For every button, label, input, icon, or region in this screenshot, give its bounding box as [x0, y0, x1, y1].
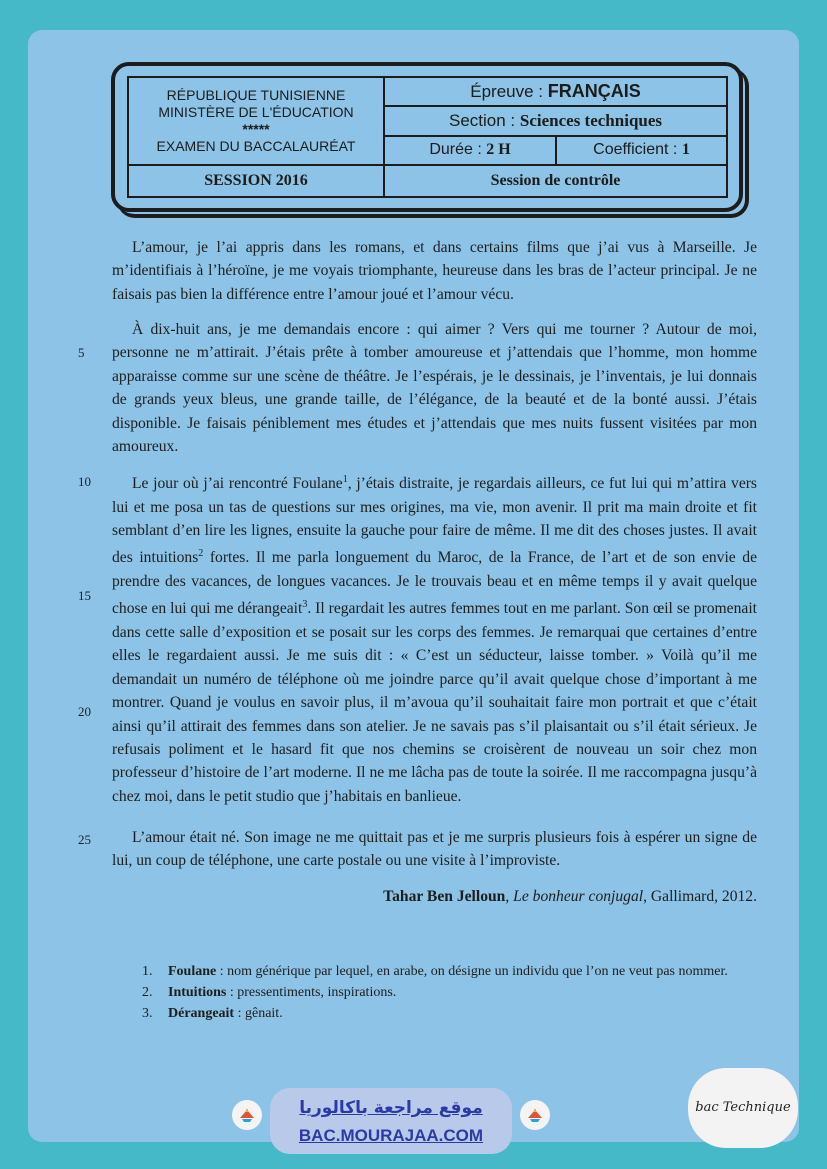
site-banner[interactable]	[270, 1088, 512, 1154]
footnote-3: 3. Dérangeait : gênait.	[142, 1006, 283, 1021]
session-year-cell: SESSION 2016	[128, 165, 384, 197]
footnote-2: 2. Intuitions : pressentiments, inspirations.	[142, 985, 397, 1000]
line-number-5: 5	[78, 345, 85, 360]
paragraph-4: L’amour était né. Son image ne me quittait pas et je me surpris plusieurs fois à espérer un signe de lui, un coup de téléphone, une carte postale ou une visite à l’improviste.	[112, 829, 757, 870]
duree-value: 2 H	[486, 141, 511, 159]
line-number-25: 25	[78, 832, 91, 847]
citation-author: Tahar Ben Jelloun	[383, 888, 506, 905]
subject-value: FRANÇAIS	[547, 81, 641, 102]
banner-url-link[interactable]: BAC.MOURAJAA.COM	[298, 1126, 484, 1145]
banner-arabic-title: موقع مراجعة باكالوريا	[299, 1098, 483, 1118]
ministry-label: MINISTÈRE DE L'ÉDUCATION	[158, 104, 354, 120]
footnotes	[142, 961, 762, 1024]
line-number-15: 15	[78, 588, 91, 603]
section-cell: Section : Sciences techniques	[384, 106, 727, 135]
session-type-cell: Session de contrôle	[384, 165, 727, 197]
exam-label: EXAMEN DU BACCALAURÉAT	[156, 138, 356, 154]
footnote-ref-2: 2	[198, 548, 204, 560]
section-value: Sciences techniques	[519, 110, 663, 130]
paragraph-2: À dix-huit ans, je me demandais encore : qui aimer ? Vers qui me tourner ? Autour de moi, personne ne m’attirait. J’étais prête à tomber amoureuse et j’attendais que l’homme, mon homme apparaisse comme sur une scène de théâtre. Je l’espérais, je le dessinais, je l’inventais, je lui donnais de grands yeux bleus, une grande taille, de l’élégance, de la beauté et de la bonté aussi. J’étais disponible. Je faisais péniblement mes études et j’attendais que mes nuits fussent visitées par mon amoureux.	[112, 321, 757, 456]
site-logo-icon-left	[232, 1100, 262, 1130]
coefficient-cell: Coefficient : 1	[556, 136, 727, 165]
footnote-1: 1. Foulane : nom générique par lequel, en arabe, on désigne un individu que l’on ne veut pas nommer.	[142, 964, 728, 979]
citation-title: Le bonheur conjugal	[513, 888, 644, 905]
duree-cell: Durée : 2 H	[384, 136, 556, 165]
site-logo-icon-right	[520, 1100, 550, 1130]
footnote-ref-1: 1	[342, 474, 348, 485]
header-table	[127, 76, 728, 198]
passage-4	[112, 826, 757, 873]
passage	[112, 236, 757, 306]
bac-technique-badge: bac Technique	[688, 1068, 798, 1148]
citation: Tahar Ben Jelloun, Le bonheur conjugal, Gallimard, 2012.	[383, 888, 757, 905]
paragraph-3: Le jour où j’ai rencontré Foulane$^1$, j’étais distraite, je regardais ailleurs, ce fut lui qui m’attira vers lui et me posa un tas de questions sur mes origines, ma vie, mon avenir. Il prit ma main droite et fit semblant d’en lire les lignes, ensuite la gauche pour faire de même. Il me dit des choses justes. Il avait des intuitions$^2$ fortes. Il me parla longuement du Maroc, de la France, de l’art et de son envie de prendre des vacances, de longues vacances. Je le trouvais beau et en même temps il y avait quelque chose en lui qui me dérangeait$^3$. Il regardait les autres femmes tout en me parlant. Son œil se promenait dans cette salle d’exposition et se posait sur les corps des femmes. Je remarquai que certaines d’entre elles le regardaient aussi. Je me suis dit : « C’est un séducteur, laisse tomber. » Voilà qu’il me demandait un numéro de téléphone où me joindre parce qu’il avait quelque chose d’important à me montrer. Quand je voulus en savoir plus, il m’avoua qu’il souhaitait faire mon portrait et que c’était ainsi qu’il attirait des femmes dans son atelier. Je ne savais pas s’il plaisantait ou s’il était sérieux. Je refusais poliment et le hasard fit que nos chemins se croisèrent de nouveau un soir chez mon professeur d’histoire de l’art moderne. Il ne me lâcha pas de toute la soirée. Il me raccompagna jusqu’à chez moi, dans le petit studio que j’habitais en banlieue.	[112, 474, 757, 805]
stars-label: *****	[242, 121, 270, 137]
footnote-ref-3: 3	[302, 599, 308, 611]
passage-3	[112, 468, 757, 808]
republic-label: RÉPUBLIQUE TUNISIENNE	[166, 87, 346, 103]
line-number-20: 20	[78, 704, 91, 719]
paragraph-1: L’amour, je l’ai appris dans les romans, et dans certains films que j’ai vus à Marseille. Je m’identifiais à l’héroïne, je me voyais triomphante, heureuse dans les bras de l’acteur principal. Je ne faisais pas bien la différence entre l’amour joué et l’amour vécu.	[112, 239, 757, 303]
coefficient-value: 1	[681, 141, 690, 159]
line-number-10: 10	[78, 474, 91, 489]
ministry-block	[128, 77, 384, 165]
epreuve-cell: Épreuve : FRANÇAIS	[384, 77, 727, 106]
passage-2	[112, 318, 757, 458]
